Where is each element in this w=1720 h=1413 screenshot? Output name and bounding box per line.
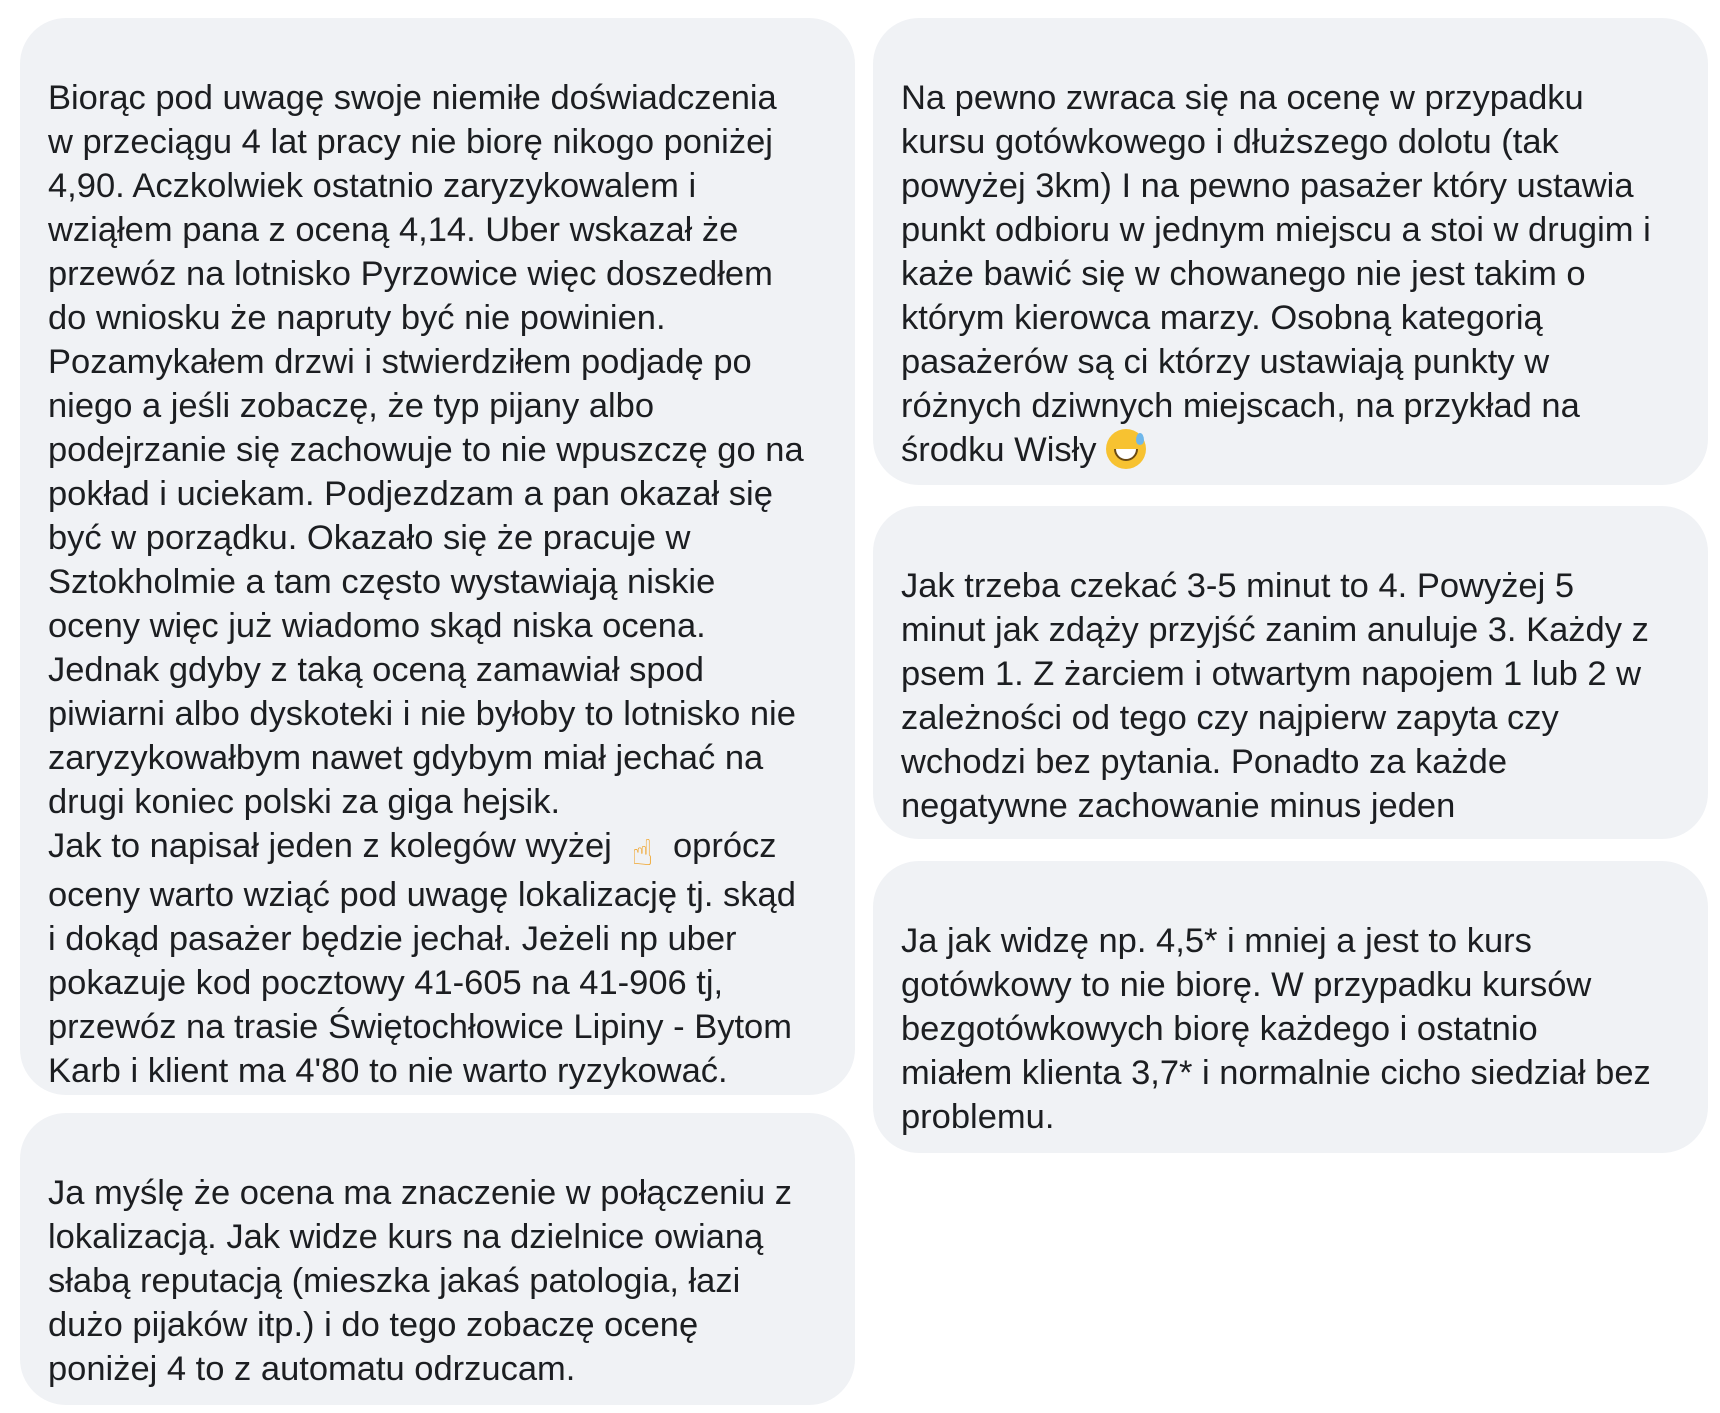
- comment-bubble: [20, 1113, 855, 1405]
- comment-bubble: [20, 18, 855, 1095]
- comment-bubble: [873, 861, 1708, 1153]
- pointing-up-icon: ☝: [631, 832, 654, 873]
- comment-text: Na pewno zwraca się na ocenę w przypadku kursu gotówkowego i dłuższego dolotu (tak powyżej 3km) I na pewno pasażer który ustawia punkt odbioru w jednym miejscu a stoi w drugim i każe bawić się w chowanego nie jest takim o którym kierowca marzy. Osobną kategorią pasażerów są ci którzy ustawiają punkty w różnych dziwnych miejscach, na przykład na środku Wisły: [901, 79, 1651, 469]
- comment-bubble: [873, 18, 1708, 485]
- comment-text: Ja myślę że ocena ma znaczenie w połączeniu z lokalizacją. Jak widze kurs na dzielnice owianą słabą reputacją (mieszka jakaś patologia, łazi dużo pijaków itp.) i do tego zobaczę ocenę poniżej 4 to z automatu odrzucam.: [48, 1174, 793, 1388]
- comment-bubble: [873, 506, 1708, 839]
- grinning-sweat-icon: [1106, 429, 1146, 469]
- comment-text: Ja jak widzę np. 4,5* i mniej a jest to kurs gotówkowy to nie biorę. W przypadku kursów bezgotówkowych biorę każdego i ostatnio miałem klienta 3,7* i normalnie cicho siedział bez problemu.: [901, 922, 1651, 1136]
- comment-text: Jak trzeba czekać 3-5 minut to 4. Powyżej 5 minut jak zdąży przyjść zanim anuluje 3. Każdy z psem 1. Z żarciem i otwartym napojem 1 lub 2 w zależności od tego czy najpierw zapyta czy wchodzi bez pytania. Ponadto za każde negatywne zachowanie minus jeden: [901, 567, 1649, 825]
- comment-text: Jak to napisał jeden z kolegów wyżej: [48, 827, 622, 865]
- comment-text: Biorąc pod uwagę swoje niemiłe doświadczenia w przeciągu 4 lat pracy nie biorę nikogo poniżej 4,90. Aczkolwiek ostatnio zaryzykowalem i wziąłem pana z oceną 4,14. Uber wskazał że przewóz na lotnisko Pyrzowice więc doszedłem do wniosku że napruty być nie powinien. Pozamykałem drzwi i stwierdziłem podjadę po niego a jeśli zobaczę, że typ pijany albo podejrzanie się zachowuje to nie wpuszczę go na pokład i uciekam. Podjezdzam a pan okazał się być w porządku. Okazało się że pracuje w Sztokholmie a tam często wystawiają niskie oceny więc już wiadomo skąd niska ocena. Jednak gdyby z taką oceną zamawiał spod piwiarni albo dyskoteki i nie byłoby to lotnisko nie zaryzykowałbym nawet gdybym miał jechać na drugi koniec polski za giga hejsik.: [48, 79, 804, 821]
- comment-text: oprócz oceny warto wziąć pod uwagę lokalizację tj. skąd i dokąd pasażer będzie jechał. Jeżeli np uber pokazuje kod pocztowy 41-605 na 41-906 tj, przewóz na trasie Świętochłowice Lipiny - Bytom Karb i klient ma 4'80 to nie warto ryzykować.: [48, 827, 796, 1090]
